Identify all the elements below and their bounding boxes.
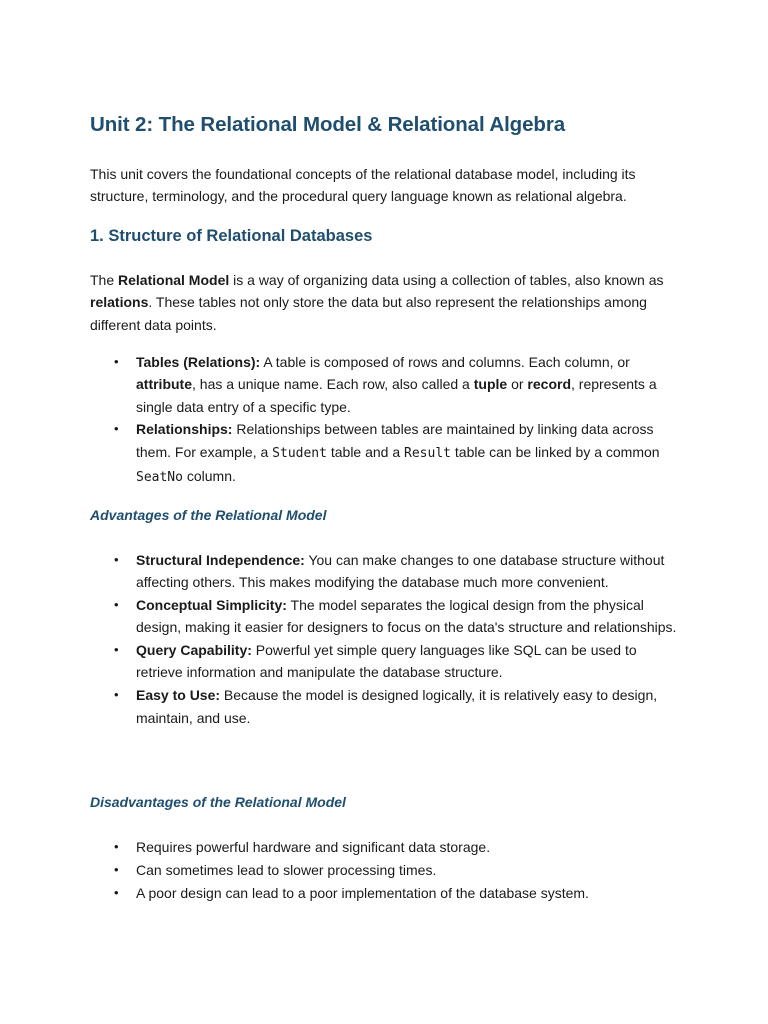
advantages-heading: Advantages of the Relational Model [90, 507, 327, 523]
text-run: A table is composed of rows and columns. Each column, or [260, 354, 630, 370]
section-paragraph [90, 269, 682, 336]
item-label: Query Capability: [136, 642, 252, 659]
bold-term: tuple [473, 376, 508, 393]
bullet-icon: • [114, 839, 119, 854]
list-item [90, 684, 682, 729]
structure-list [90, 351, 682, 490]
code-term: SeatNo [136, 469, 183, 485]
bold-term: record [527, 376, 571, 393]
section-heading: 1. Structure of Relational Databases [90, 227, 373, 245]
item-text: Can sometimes lead to slower processing times. [136, 861, 437, 878]
item-text: Requires powerful hardware and significant data storage. [136, 839, 491, 855]
item-text: Powerful yet simple query languages like SQL can be used to retrieve information and manipulate the database structure. [136, 642, 637, 681]
disadvantages-list [90, 836, 682, 904]
list-item [90, 639, 682, 684]
text-run: . These tables not only store the data but also represent the relationships among different data points. [90, 294, 647, 333]
bullet-icon: • [114, 687, 119, 703]
item-label: Easy to Use: [136, 687, 221, 704]
list-item [90, 836, 682, 858]
advantages-list [90, 549, 682, 729]
text-run: Relationships between tables are maintained by linking data across them. For example, a [136, 421, 654, 460]
text-run: table can be linked by a common [451, 443, 660, 460]
bullet-icon: • [114, 354, 119, 369]
text-run: table and a [326, 443, 405, 460]
text-run: , represents a single data entry of a specific type. [136, 376, 657, 415]
item-text: A poor design can lead to a poor implementation of the database system. [136, 884, 589, 901]
item-label: Tables (Relations): [136, 354, 261, 370]
list-item [90, 351, 682, 418]
item-label: Structural Independence: [136, 552, 305, 568]
item-label: Conceptual Simplicity: [136, 597, 287, 614]
bullet-icon: • [114, 597, 119, 613]
bullet-icon: • [114, 421, 119, 437]
disadvantages-heading: Disadvantages of the Relational Model [90, 794, 346, 810]
list-item [90, 882, 682, 904]
text-run: is a way of organizing data using a collection of tables, also known as [229, 272, 664, 288]
page-title: Unit 2: The Relational Model & Relational Algebra [90, 113, 566, 136]
bullet-icon: • [114, 884, 119, 900]
code-term: Student [272, 445, 327, 461]
list-item [90, 859, 682, 881]
list-item [90, 549, 682, 594]
bold-term: attribute [136, 376, 192, 393]
list-item [90, 418, 682, 489]
intro-paragraph: This unit covers the foundational concepts of the relational database model, including its structure, terminology, and the procedural query language known as relational algebra. [90, 166, 636, 205]
item-text: The model separates the logical design from the physical design, making it easier for designers to focus on the data's structure and relationships. [136, 597, 677, 636]
text-run: , has a unique name. Each row, also called a [192, 376, 474, 393]
code-term: Result [404, 445, 451, 461]
bullet-icon: • [114, 552, 119, 567]
item-text: Because the model is designed logically, it is relatively easy to design, maintain, and use. [136, 687, 658, 726]
bullet-icon: • [114, 642, 119, 658]
bold-term: relations [90, 294, 149, 311]
text-run: column. [182, 467, 236, 484]
list-item [90, 594, 682, 639]
item-text: You can make changes to one database structure without affecting others. This makes modifying the database much more convenient. [136, 552, 665, 591]
item-label: Relationships: [136, 421, 233, 438]
text-run: The [90, 272, 119, 288]
bold-term: Relational Model [118, 272, 230, 288]
bullet-icon: • [114, 861, 119, 877]
text-run: or [507, 376, 528, 393]
